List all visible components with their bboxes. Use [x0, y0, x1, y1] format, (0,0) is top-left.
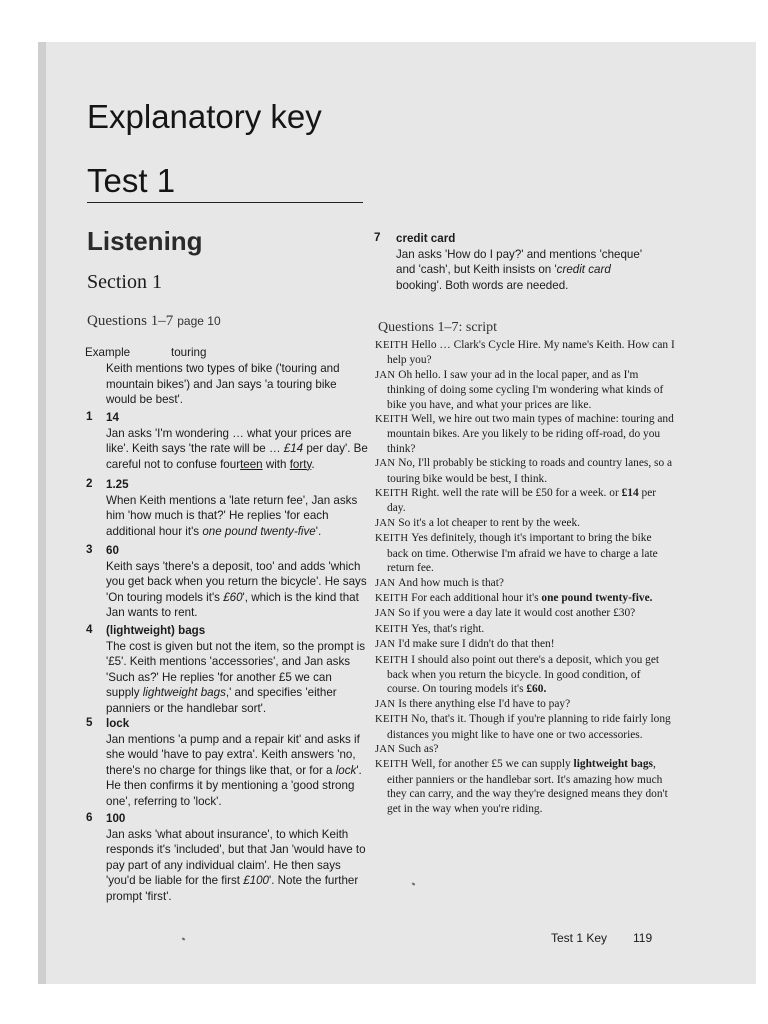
answer-1-text	[106, 426, 368, 473]
footer-label: Test 1 Key	[551, 931, 608, 945]
speaker-name: JAN	[375, 458, 399, 470]
speaker-name: JAN	[375, 639, 399, 651]
script-line	[375, 338, 675, 368]
answer-3	[106, 543, 368, 621]
text-run: When Keith mentions a 'late return fee', Jan asks him 'how much is that?' He replies 'for each additional hour it's	[106, 493, 358, 538]
text-run: No, I'll probably be sticking to roads and country lanes, so a touring bike would be best, I think.	[387, 457, 673, 485]
page-number: 119	[633, 931, 653, 945]
answer-7-text	[396, 247, 658, 294]
text-run: teen	[240, 457, 263, 471]
example-label: Example	[85, 346, 131, 359]
text-run: '.	[315, 524, 322, 538]
answer-3-text	[106, 559, 368, 621]
text-run: lock	[335, 763, 357, 777]
script-heading: Questions 1–7: script	[378, 320, 497, 335]
text-run: one pound twenty-five	[202, 524, 316, 538]
answer-6	[106, 811, 368, 905]
text-run: I should also point out there's a deposit, which you get back when you return the bicycle. In good condition, of course. On touring models it's	[387, 653, 660, 696]
text-run: £60.	[526, 683, 547, 696]
speaker-name: JAN	[375, 517, 399, 529]
script-line	[375, 412, 675, 456]
script-line	[375, 742, 675, 757]
text-run: The cost is given but not the item, so the prompt is '£5'. Keith mentions 'accessories', and Jan asks 'Such as?' He replies 'for another £5 we can supply	[106, 639, 366, 700]
answer-5	[106, 716, 368, 810]
speaker-name: JAN	[375, 743, 399, 755]
text-run: one pound twenty-five.	[541, 591, 653, 604]
answer-1-number: 1	[86, 410, 93, 423]
answer-2-head: 1.25	[106, 478, 129, 491]
script-line	[375, 516, 675, 531]
script-line	[375, 697, 675, 712]
script-line	[375, 576, 675, 591]
speaker-name: KEITH	[375, 759, 412, 771]
answer-6-number: 6	[86, 811, 93, 824]
answer-4-text	[106, 639, 368, 717]
text-run: Yes definitely, though it's important to bring the bike back on time. Otherwise I'm afraid we have to charge a late return fee.	[387, 532, 658, 575]
section-heading: Section 1	[87, 271, 162, 293]
text-run: per day'. Be careful not to confuse four	[106, 442, 368, 471]
script-line	[375, 591, 675, 606]
text-run: .	[311, 457, 315, 471]
answer-5-head: lock	[106, 717, 130, 730]
answer-7	[396, 231, 658, 293]
text-run: For each additional hour it's	[411, 591, 542, 604]
text-run: Jan mentions 'a pump and a repair kit' and asks if she would 'have to pay extra'. Keith answers 'no, there's no charge for things like that, or for a	[106, 732, 360, 777]
speaker-name: JAN	[375, 577, 399, 589]
text-run: I'd make sure I didn't do that then!	[398, 638, 555, 651]
text-run: ,' and specifies 'either panniers or the handlebar sort'.	[106, 686, 337, 715]
speaker-name: KEITH	[375, 488, 412, 500]
text-run: , either panniers or the handlebar sort. It's amazing how much they can carry, and the way they're designed means they don't get in the way when you're riding.	[387, 758, 668, 815]
answer-6-head: 100	[106, 812, 126, 825]
text-run: credit card	[556, 263, 611, 277]
text-run: No, that's it. Though if you're planning to ride fairly long distances you might like to have one or two accessories.	[387, 713, 671, 741]
answer-1	[106, 410, 368, 472]
script-line	[375, 486, 675, 516]
text-run: lightweight bags	[573, 758, 653, 771]
script-line	[375, 531, 675, 575]
text-run: Jan asks 'I'm wondering … what your prices are like'. Keith says 'the rate will be …	[106, 426, 352, 456]
questions-heading	[87, 313, 221, 330]
text-run: £100	[243, 874, 269, 888]
page-title: Explanatory key	[87, 98, 322, 135]
text-run: forty	[289, 457, 312, 471]
text-run: Jan asks 'what about insurance', to which Keith responds it's 'included', but that Jan 'would have to pay part of any individual claim'. He then says 'you'd be liable for the first	[106, 827, 366, 888]
text-run: with	[262, 457, 290, 471]
text-run: per day.	[387, 487, 657, 515]
speaker-name: JAN	[375, 608, 399, 620]
text-run: '. Note the further prompt 'first'.	[106, 874, 359, 903]
text-run: So it's a lot cheaper to rent by the week.	[398, 516, 580, 529]
answer-2	[106, 477, 368, 539]
script-line	[375, 653, 675, 697]
text-run: £14	[283, 442, 304, 456]
text-run: Well, we hire out two main types of machine: touring and mountain bikes. Are you likely to be riding off-road, do you think?	[387, 413, 674, 455]
answer-3-head: 60	[106, 544, 119, 557]
speaker-name: KEITH	[375, 654, 412, 666]
text-run: Jan asks 'How do I pay?' and mentions 'cheque' and 'cash', but Keith insists on '	[396, 247, 643, 277]
answer-5-text	[106, 732, 368, 810]
script-line	[375, 637, 675, 652]
answer-6-text	[106, 827, 368, 905]
text-run: Is there anything else I'd have to pay?	[398, 697, 571, 710]
script-line	[375, 368, 675, 412]
answer-2-number: 2	[86, 477, 93, 490]
text-run: Keith says 'there's a deposit, too' and adds 'which you get back when you return the bicycle'. He says 'On touring models it's	[106, 559, 367, 604]
speaker-name: KEITH	[375, 533, 412, 545]
speaker-name: JAN	[375, 369, 399, 381]
text-run: Right. well the rate will be £50 for a week. or	[411, 487, 622, 500]
script-line	[375, 622, 675, 637]
answer-4	[106, 623, 368, 717]
listening-heading: Listening	[87, 226, 203, 256]
test-title: Test 1	[87, 162, 176, 199]
speaker-name: KEITH	[375, 714, 412, 726]
script-transcript	[375, 338, 675, 816]
script-line	[375, 757, 675, 816]
text-run: £60	[223, 590, 243, 604]
text-run: booking'. Both words are needed.	[396, 278, 569, 292]
answer-5-number: 5	[86, 716, 93, 729]
text-run: lightweight bags	[142, 686, 226, 700]
answer-1-head: 14	[106, 411, 119, 424]
script-line	[375, 456, 675, 486]
text-run: And how much is that?	[398, 576, 504, 589]
speaker-name: JAN	[375, 698, 399, 710]
text-run: £14	[621, 487, 639, 500]
text-run: Such as?	[398, 742, 439, 755]
text-run: '. He then confirms it by mentioning a 'good strong one', referring to 'lock'.	[106, 763, 362, 808]
page-binding-shadow	[38, 42, 46, 984]
text-run: Oh hello. I saw your ad in the local paper, and as I'm thinking of doing some cycling I'm wondering what kinds of bike you have, and what your prices are like.	[387, 368, 664, 411]
text-run: Yes, that's right.	[411, 622, 485, 635]
speaker-name: KEITH	[375, 623, 412, 635]
answer-7-head: credit card	[396, 232, 456, 245]
script-line	[375, 712, 675, 742]
speaker-name: KEITH	[375, 414, 412, 426]
questions-page-ref: page 10	[177, 314, 221, 328]
speaker-name: KEITH	[375, 340, 412, 351]
example-text: Keith mentions two types of bike ('touring and mountain bikes') and Jan says 'a touring bike would be best'.	[106, 362, 340, 407]
answer-4-number: 4	[86, 623, 93, 636]
speaker-name: KEITH	[375, 592, 412, 604]
answer-3-number: 3	[86, 543, 93, 556]
questions-heading-text: Questions 1–7	[87, 313, 174, 329]
answer-7-number: 7	[374, 231, 381, 244]
example-word: touring	[171, 346, 207, 359]
script-line	[375, 606, 675, 621]
text-run: ', which is the kind that Jan wants to rent.	[106, 590, 359, 620]
text-run: So if you were a day late it would cost another £30?	[398, 607, 636, 620]
answer-2-text	[106, 493, 368, 540]
answer-4-head: (lightweight) bags	[106, 624, 206, 637]
title-divider	[87, 202, 363, 203]
text-run: Hello … Clark's Cycle Hire. My name's Keith. How can I help you?	[387, 339, 675, 367]
text-run: Well, for another £5 we can supply	[411, 758, 574, 771]
